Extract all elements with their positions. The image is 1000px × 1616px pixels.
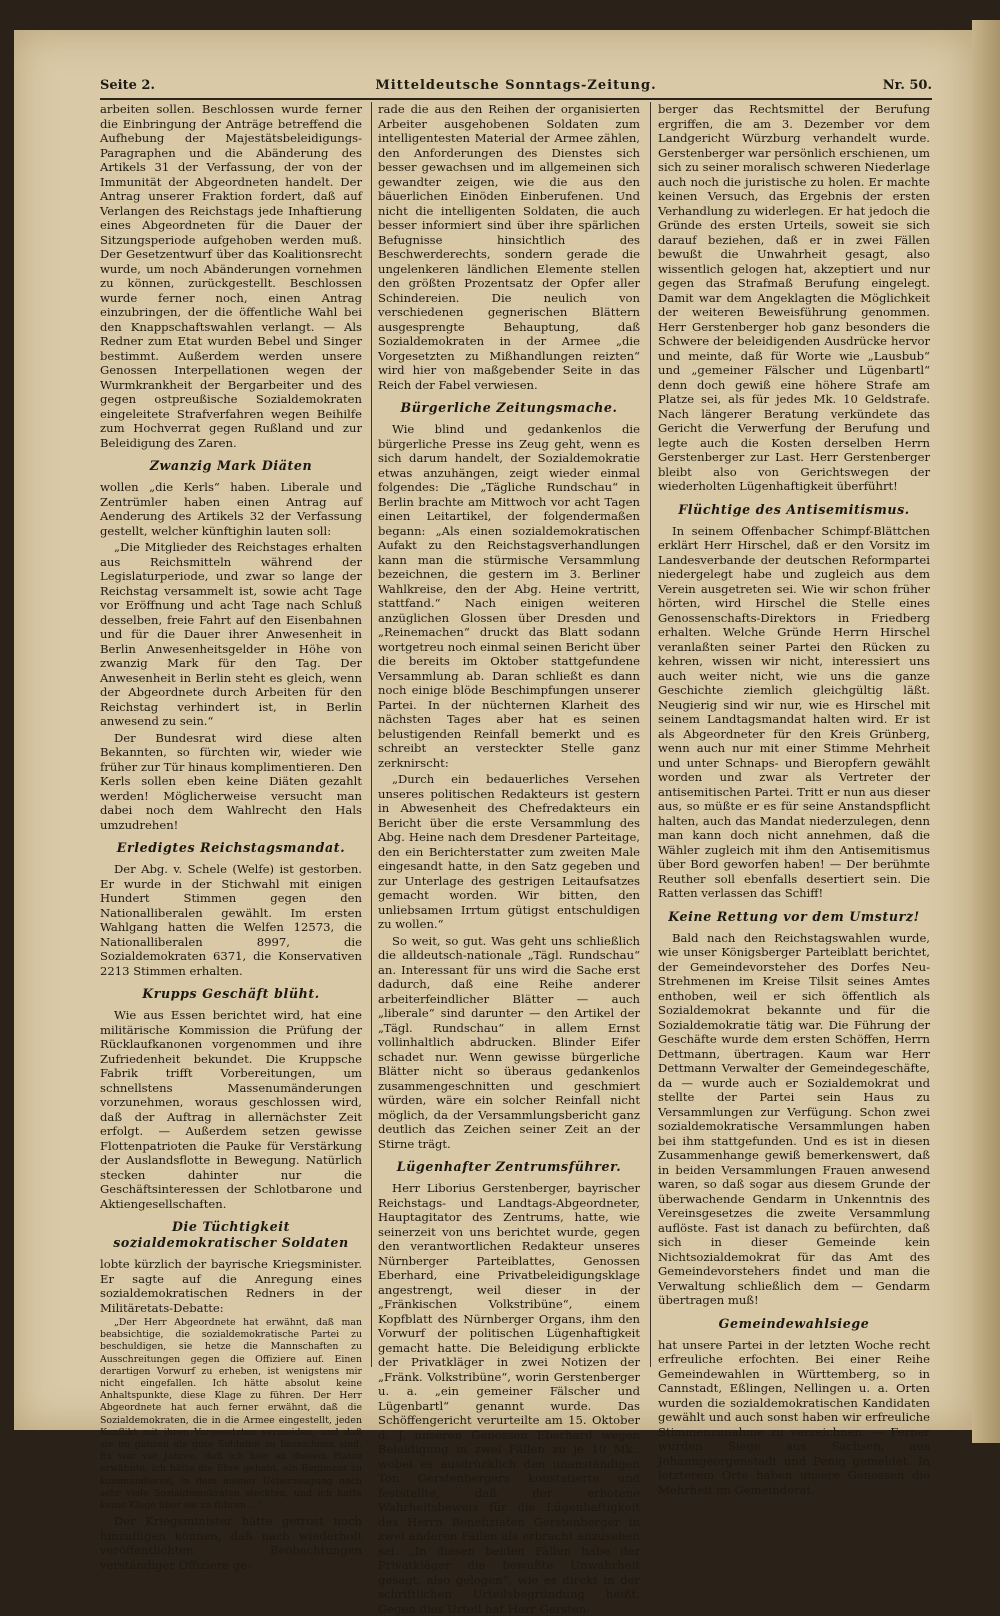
paragraph: Herr Liborius Gerstenberger, bayrischer Reichstags- und Landtags-Abgeordneter, Hauptagitator des Zentrums, hatte, wie seinerzeit von uns berichtet wurde, gegen den verantwortlichen Redakteur unseres Nürnberger Parteiblattes, Genossen Eberhard, eine Privatbeleidigungsklage angestrengt, weil dieser in der „Fränkischen Volkstribüne“, einem Kopfblatt des Nürnberger Organs, ihm den Vorwurf der politischen Lügenhaftigkeit gemacht hatte. Die Beleidigung erblickte der Privatkläger in zwei Notizen der „Fränk. Volkstribüne“, worin Gerstenberger u. a. „ein gemeiner Fälscher und Lügenbartl“ genannt wurde. Das Schöffengericht verurteilte am 15. Oktober d. J. unseren Genossen Eberhard wegen Beleidigung in zwei Fällen zu je 10 Mk., wobei es ausdrücklich den unanständigen Ton Gerstenbergers konstatierte und feststellte, daß der erbotene Wahrheitsbeweis für die Lügenhaftigkeit des Herrn Benefiziaten Gerstenberger in zwei anderen Fällen als erbracht anzusehen sei. „In diesen beiden Fällen habe der Privatkläger die bewußte Unwahrheit gesagt, also gelogen“, wie es direkt in der schriftlichen Urteilsbegründung heißt. Gegen dies Urteil hat Herr Gersten- xyxy=(378,1181,640,1616)
paragraph: lobte kürzlich der bayrische Kriegsminister. Er sagte auf die Anregung eines sozialdemokratischen Redners in der Militäretats-Debatte: xyxy=(100,1257,362,1315)
column-2 xyxy=(378,102,640,1616)
issue-number: Nr. 50. xyxy=(882,78,932,93)
header-rule xyxy=(100,98,932,100)
quote-paragraph: „Der Herr Abgeordnete hat erwähnt, daß man beabsichtige, die sozialdemokratische Partei zu beschuldigen, sie hetze die Mannschaften zu Ausschreitungen gegen die Offiziere auf. Einen derartigen Vorwurf zu erheben, ist wenigstens mir nicht eingefallen. Ich hätte absolut keine Anhaltspunkte, diese Klage zu führen. Der Herr Abgeordnete hat auch ferner erwähnt, daß die Sozialdemokraten, die in die Armee eingestellt, jeden Konflikt mit ihren Vorgesetzten vermeiden, und daß sie im ganzen als gute Soldaten zu bezeichnen sind. Es war vor Jahren, daß ich hier an diesem Platze erwähnte, ich hätte die Ehre gehabt, ein Regiment zu kommandieren, in dem meiner Ueberzeugung nach sehr viele Sozialdemokraten steckten, und ich hatte keine Klage über sie zu führen ...“ xyxy=(100,1317,362,1512)
column-divider xyxy=(371,102,372,1367)
article-heading: Flüchtige des Antisemitismus. xyxy=(678,501,910,517)
paragraph: „Die Mitglieder des Reichstages erhalten aus Reichsmitteln während der Legislaturperiode, und zwar so lange der Reichstag versammelt ist, sowie acht Tage vor Eröffnung und acht Tage nach Schluß desselben, freie Fahrt auf den Eisenbahnen und für die Dauer ihrer Anwesenheit in Berlin Anwesenheitsgelder in Höhe von zwanzig Mark für den Tag. Der Anwesenheit in Berlin steht es gleich, wenn der Abgeordnete durch Arbeiten für den Reichstag verhindert ist, in Berlin anwesend zu sein.“ xyxy=(100,540,362,728)
paragraph: berger das Rechtsmittel der Berufung ergriffen, die am 3. Dezember vor dem Landgericht Würzburg verhandelt wurde. Gerstenberger war persönlich erschienen, um sich zu seiner moralisch schweren Niederlage auch noch die juristische zu holen. Er machte keinen Versuch, das Ergebnis der ersten Verhandlung zu widerlegen. Er hat jedoch die Gründe des ersten Urteils, soweit sie sich darauf beziehen, daß er in zwei Fällen bewußt die Unwahrheit gesagt, also wissentlich gelogen hat, akzeptiert und nur gegen das Strafmaß Berufung eingelegt. Damit war dem Angeklagten die Möglichkeit der weiteren Beweisführung genommen. Herr Gerstenberger hob ganz besonders die Schwere der beleidigenden Ausdrücke hervor und meinte, daß für Worte wie „Lausbub“ und „gemeiner Fälscher und Lügenbartl“ denn doch gewiß eine höhere Strafe am Platze sei, als für jedes Mk. 10 Geldstrafe. Nach längerer Beratung verkündete das Gericht die Verwerfung der Berufung und legte auch die Kosten derselben Herrn Gerstenberger zur Last. Herr Gerstenberger bleibt also von Gerichtswegen der wiederholten Lügenhaftigkeit überführt! xyxy=(658,102,930,493)
article-heading: Die Tüchtigkeit sozialdemokratischer Soldaten xyxy=(113,1219,349,1250)
paragraph: hat unsere Partei in der letzten Woche recht erfreuliche erfochten. Bei einer Reihe Gemeindewahlen in Württemberg, so in Cannstadt, Eßlingen, Nellingen u. a. Orten wurden die sozialdemokratischen Kandidaten gewählt und auch sonst haben wir erfreuliche Stimmenzunahme zu verzeichnen. — Ferner wurden Siege aus Sachsen, aus Johanngeorgenstadt und Penig gemeldet. In letzterem Orte haben unsere Genossen die Mehrheit im Gemeinderat. xyxy=(658,1337,930,1497)
newspaper-title: Mitteldeutsche Sonntags-Zeitung. xyxy=(375,78,657,93)
paragraph: rade die aus den Reihen der organisierten Arbeiter ausgehobenen Soldaten zum intelligentesten Material der Armee zählen, den Anforderungen des Dienstes sich besser gewachsen und im allgemeinen sich gewandter zeigen, wie die aus den bäuerlichen Einöden Einberufenen. Und nicht die intelligenten Soldaten, die auch besser informiert sind über ihre spärlichen Befugnisse hinsichtlich des Beschwerderechts, sondern gerade die ungelenkeren ländlichen Elemente stellen den größten Prozentsatz der Opfer aller Schindereien. Die neulich von verschiedenen gegnerischen Blättern ausgesprengte Behauptung, daß Sozialdemokraten in der Armee „die Vorgesetzten zu Mißhandlungen reizten“ wird hier von maßgebender Seite in das Reich der Fabel verwiesen. xyxy=(378,102,640,392)
page-number: Seite 2. xyxy=(100,78,155,93)
paragraph: Bald nach den Reichstagswahlen wurde, wie unser Königsberger Parteiblatt berichtet, der Gemeindevorsteher des Dorfes Neu-Strehmenen im Kreise Tilsit seines Amtes enthoben, weil er sich öffentlich als Sozialdemokrat bekannte und für die Sozialdemokratie tätig war. Die Führung der Geschäfte wurde dem ersten Schöffen, Herrn Dettmann, übertragen. Kaum war Herr Dettmann Verwalter der Gemeindegeschäfte, da — wurde auch er Sozialdemokrat und stellte der Partei sein Haus zu Versammlungen zur Verfügung. Schon zwei sozialdemokratische Versammlungen haben bei ihm stattgefunden. Und es ist in diesen Zusammenhange gewiß bemerkenswert, daß in beiden Versammlungen Frauen anwesend waren, so daß sogar aus diesem Grunde der überwachende Gendarm in Unkenntnis des Vereinsgesetzes die zweite Versammlung auflöste. Fast ist danach zu befürchten, daß sich in dieser Gemeinde kein Nichtsozialdemokrat für das Amt des Gemeindevorstehers findet und man die Verwaltung schließlich dem — Gendarm übertragen muß! xyxy=(658,930,930,1307)
article-heading: Lügenhafter Zentrumsführer. xyxy=(396,1159,622,1174)
column-1 xyxy=(100,102,362,1572)
paragraph: Der Kriegsminister hätte getrost noch hinzufügen können, daß nach wiederholt veröffentlichten Beobachtungen verständiger Offiziere ge- xyxy=(100,1514,362,1572)
article-heading: Erledigtes Reichstagsmandat. xyxy=(116,840,346,855)
paragraph: Wie aus Essen berichtet wird, hat eine militärische Kommission die Prüfung der Rücklaufkanonen vorgenommen und ihre Zufriedenheit bekundet. Die Kruppsche Fabrik trifft Vorbereitungen, um schnellstens Massenumänderungen vorzunehmen, woraus geschlossen wird, daß der Auftrag in allernächster Zeit erfolgt. — Außerdem setzen gewisse Flottenpatrioten die Pauke für Verstärkung der Auslandsflotte in Bewegung. Natürlich stecken dahinter nur die Geschäftsinteressen der Schlotbarone und Aktiengesellschaften. xyxy=(100,1008,362,1211)
article-heading: Gemeindewahlsiege xyxy=(718,1315,870,1331)
paragraph: In seinem Offenbacher Schimpf-Blättchen erklärt Herr Hirschel, daß er den Vorsitz im Landesverbande der deutschen Reformpartei niedergelegt habe und zugleich aus dem Verein ausgetreten sei. Wie wir schon früher hörten, wird Hirschel die Stelle eines Genossenschafts-Direktors in Friedberg erhalten. Welche Gründe Herrn Hirschel veranlaßten seiner Partei den Rücken zu kehren, wissen wir nicht, interessiert uns auch weiter nicht, wie uns die ganze Geschichte ziemlich gleichgültig läßt. Neugierig sind wir nur, wie es Hirschel mit seinem Landtagsmandat halten wird. Er ist als Abgeordneter für den Kreis Grünberg, wenn auch nur mit einer Stimme Mehrheit und unter Schnaps- und Bieropfern gewählt worden und zwar als Vertreter der antisemitischen Partei. Tritt er nun aus dieser aus, so müßte er es für seine Anstandspflicht halten, auch das Mandat niederzulegen, denn man kann doch nicht annehmen, daß die Wähler zugleich mit ihm den Antisemitismus über Bord geworfen haben! — Der berühmte Reuther soll ebenfalls desertiert sein. Die Ratten verlassen das Schiff! xyxy=(658,523,930,900)
paragraph: wollen „die Kerls“ haben. Liberale und Zentrümler haben einen Antrag auf Aenderung des Artikels 32 der Verfassung gestellt, welcher künftighin lauten soll: xyxy=(100,480,362,538)
page-header xyxy=(100,78,932,100)
paragraph: Der Bundesrat wird diese alten Bekannten, so fürchten wir, wieder wie früher zur Tür hinaus komplimentieren. Den Kerls sollen eben keine Diäten gezahlt werden! Möglicherweise versucht man dabei noch dem Wahlrecht den Hals umzudrehen! xyxy=(100,730,362,832)
article-heading: Keine Rettung vor dem Umsturz! xyxy=(668,908,920,924)
quote-paragraph: „Durch ein bedauerliches Versehen unseres politischen Redakteurs ist gestern in Abwesenheit des Chefredakteurs ein Bericht über die erste Versammlung des Abg. Heine nach dem Dresdener Parteitage, den ein Berichterstatter zum zweiten Male eingesandt hatte, in den Satz gegeben und zur Unterlage des gestrigen Leitaufsatzes gemacht worden. Wir bitten, den unliebsamen Irrtum gütigst entschuldigen zu wollen.“ xyxy=(378,772,640,931)
article-heading: Bürgerliche Zeitungsmache. xyxy=(400,400,618,415)
paragraph: Der Abg. v. Schele (Welfe) ist gestorben. Er wurde in der Stichwahl mit einigen Hundert Stimmen gegen den Nationalliberalen gewählt. Im ersten Wahlgang hatten die Welfen 12573, die Nationalliberalen 8997, die Sozialdemokraten 6371, die Konservativen 2213 Stimmen erhalten. xyxy=(100,862,362,978)
column-3 xyxy=(658,102,930,1497)
article-heading: Zwanzig Mark Diäten xyxy=(149,458,313,473)
book-spine xyxy=(972,20,1000,1443)
column-divider xyxy=(650,102,651,1367)
paragraph: arbeiten sollen. Beschlossen wurde ferner die Einbringung der Anträge betreffend die Aufhebung der Majestätsbeleidigungs-Paragraphen und die Abänderung des Artikels 31 der Verfassung, der von der Immunität der Abgeordneten handelt. Der Antrag unserer Fraktion fordert, daß auf Verlangen des Reichstags jede Inhaftierung eines Abgeordneten für die Dauer der Sitzungsperiode aufgehoben werden muß. Der Gesetzentwurf über das Koalitionsrecht wurde, um noch Abänderungen vornehmen zu können, zurückgestellt. Beschlossen wurde ferner noch, einen Antrag einzubringen, der die öffentliche Wahl bei den Knappschaftswahlen verlangt. — Als Redner zum Etat wurden Bebel und Singer bestimmt. Außerdem werden unsere Genossen Interpellationen wegen der Wurmkrankheit der Bergarbeiter und des gegen ostpreußische Sozialdemokraten eingeleitete Strafverfahren wegen Beihilfe zum Hochverrat gegen Rußland und zur Beleidigung des Zaren. xyxy=(100,102,362,450)
paragraph: Wie blind und gedankenlos die bürgerliche Presse ins Zeug geht, wenn es sich darum handelt, der Sozialdemokratie etwas anzuhängen, zeigt wieder einmal folgendes: Die „Tägliche Rundschau“ in Berlin brachte am Mittwoch vor acht Tagen einen Leitartikel, der folgendermaßen begann: „Als einen sozialdemokratischen Aufakt zu den Reichstagsverhandlungen kann man die stürmische Versammlung bezeichnen, die gestern im 3. Berliner Wahlkreise, den der Abg. Heine vertritt, stattfand.“ Nach einigen weiteren anzüglichen Glossen über Dresden und „Reinemachen“ druckt das Blatt sodann wortgetreu noch einmal seinen Bericht über die bereits im Oktober stattgefundene Versammlung ab. Daran schließt es dann noch einige blöde Beschimpfungen unserer Partei. In der nüchternen Klarheit des nächsten Tages aber hat es seinen belustigenden Reinfall bemerkt und es schreibt an versteckter Stelle ganz zerknirscht: xyxy=(378,422,640,770)
article-heading: Krupps Geschäft blüht. xyxy=(142,986,320,1001)
paragraph: So weit, so gut. Was geht uns schließlich die alldeutsch-nationale „Tägl. Rundschau“ an. Interessant für uns wird die Sache erst dadurch, daß eine Reihe anderer arbeiterfeindlicher Blätter — auch „liberale“ sind darunter — den Artikel der „Tägl. Rundschau“ in allem Ernst vollinhaltlich abdrucken. Blinder Eifer schadet nur. Wenn gewisse bürgerliche Blätter nicht so überaus gedankenlos zusammengeschnitten und geschmiert würden, wäre ein solcher Reinfall nicht möglich, da der Versammlungsbericht ganz deutlich das Zeichen seiner Zeit an der Stirne trägt. xyxy=(378,933,640,1151)
